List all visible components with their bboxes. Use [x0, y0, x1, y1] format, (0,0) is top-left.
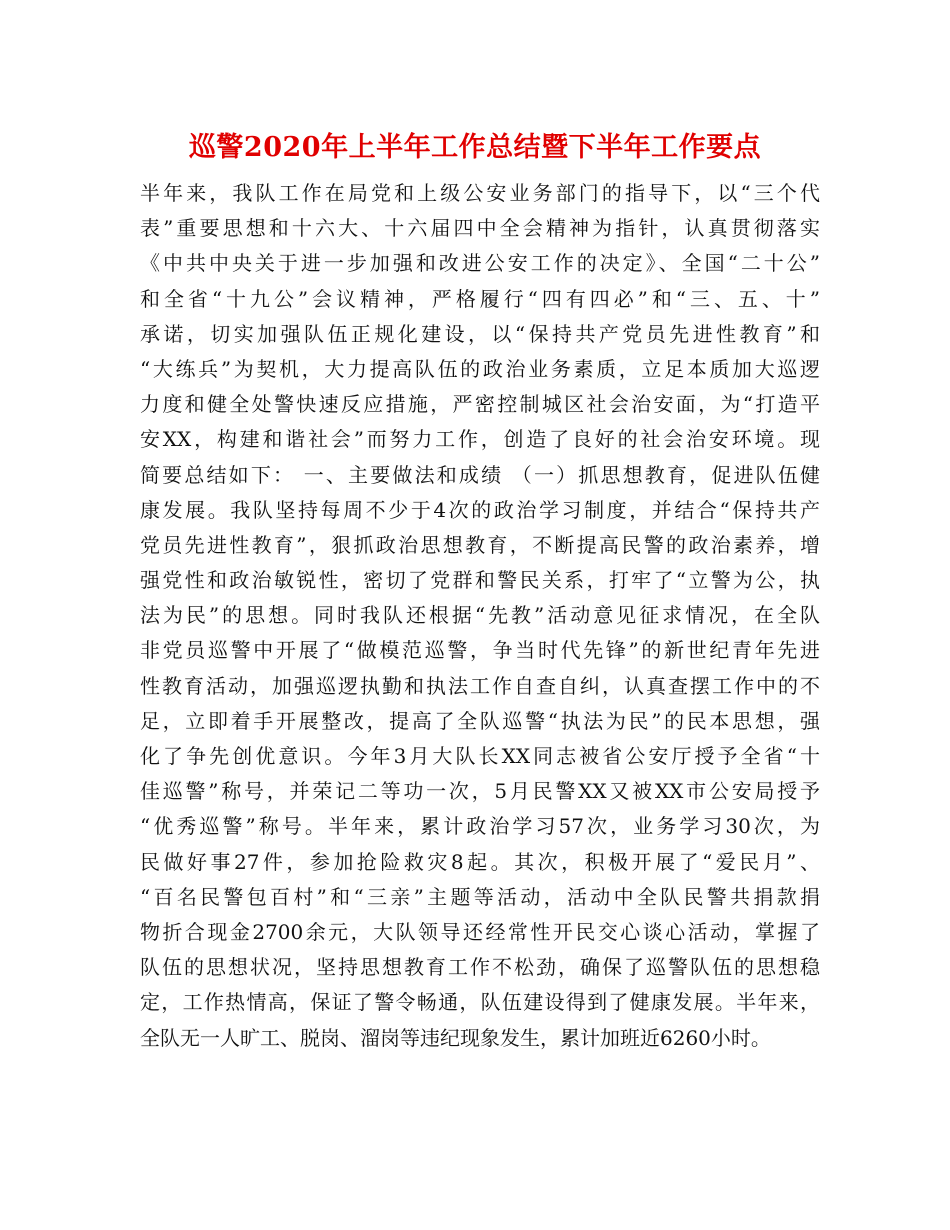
- paragraph-line: 非党员巡警中开展了“做模范巡警，争当时代先锋”的新世纪青年先进: [140, 638, 820, 663]
- paragraph-line: 全队无一人旷工、脱岗、溜岗等违纪现象发生，累计加班近6260小时。: [140, 1025, 771, 1050]
- paragraph-line: 民做好事27件，参加抢险救灾8起。其次，积极开展了“爱民月”、: [140, 849, 820, 874]
- paragraph-line: 表”重要思想和十六大、十六届四中全会精神为指针，认真贯彻落实: [140, 216, 820, 241]
- document-title: 巡警2020年上半年工作总结暨下半年工作要点: [188, 132, 762, 163]
- paragraph-line: 《中共中央关于进一步加强和改进公安工作的决定》、全国“二十公”: [140, 251, 820, 276]
- paragraph-line: 强党性和政治敏锐性，密切了党群和警民关系，打牢了“立警为公，执: [140, 568, 820, 593]
- paragraph-line: 定，工作热情高，保证了警令畅通，队伍建设得到了健康发展。半年来，: [140, 990, 820, 1015]
- paragraph-line: 足，立即着手开展整改，提高了全队巡警“执法为民”的民本思想，强: [140, 708, 820, 733]
- paragraph-line: “大练兵”为契机，大力提高队伍的政治业务素质，立足本质加大巡逻: [140, 356, 820, 381]
- paragraph-line: 半年来，我队工作在局党和上级公安业务部门的指导下，以“三个代: [140, 181, 820, 205]
- paragraph-line: 和全省“十九公”会议精神，严格履行“四有四必”和“三、五、十”: [140, 286, 820, 311]
- body-paragraph: [140, 176, 820, 1056]
- paragraph-line: 力度和健全处警快速反应措施，严密控制城区社会治安面，为“打造平: [140, 392, 820, 417]
- paragraph-line: “优秀巡警”称号。半年来，累计政治学习57次，业务学习30次，为: [140, 814, 820, 839]
- paragraph-line: 队伍的思想状况，坚持思想教育工作不松劲，确保了巡警队伍的思想稳: [140, 955, 820, 980]
- paragraph-line: “百名民警包百村”和“三亲”主题等活动，活动中全队民警共捐款捐: [140, 884, 820, 909]
- paragraph-line: 简要总结如下： 一、主要做法和成绩 （一）抓思想教育，促进队伍健: [140, 462, 820, 487]
- paragraph-line: 承诺，切实加强队伍正规化建设，以“保持共产党员先进性教育”和: [140, 321, 820, 346]
- paragraph-line: 党员先进性教育”，狠抓政治思想教育，不断提高民警的政治素养，增: [140, 532, 820, 557]
- paragraph-line: 性教育活动，加强巡逻执勤和执法工作自查自纠，认真查摆工作中的不: [140, 673, 820, 698]
- paragraph-line: 化了争先创优意识。今年3月大队长XX同志被省公安厅授予全省“十: [140, 744, 820, 768]
- paragraph-line: 法为民”的思想。同时我队还根据“先教”活动意见征求情况，在全队: [140, 603, 820, 628]
- paragraph-line: 佳巡警”称号，并荣记二等功一次，5月民警XX又被XX市公安局授予: [140, 779, 820, 804]
- paragraph-line: 安XX，构建和谐社会”而努力工作，创造了良好的社会治安环境。现: [140, 427, 820, 452]
- paragraph-line: 康发展。我队坚持每周不少于4次的政治学习制度，并结合“保持共产: [140, 497, 820, 522]
- paragraph-line: 物折合现金2700余元，大队领导还经常性开民交心谈心活动，掌握了: [140, 919, 820, 944]
